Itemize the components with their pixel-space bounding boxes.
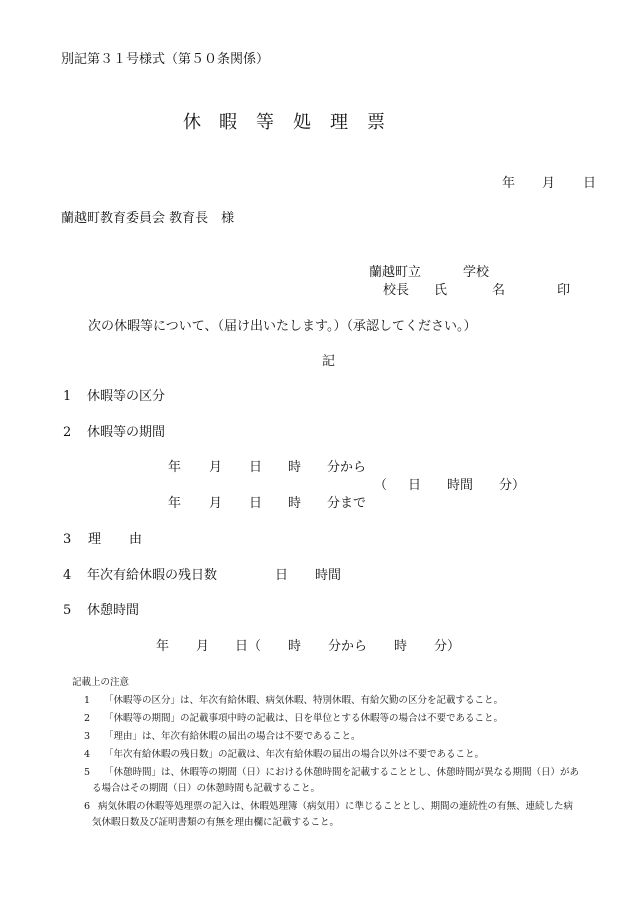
total-day: 日 — [408, 478, 422, 493]
title-char: 等 — [256, 112, 274, 133]
item-label-part: 理 — [88, 532, 102, 547]
from-day: 日 — [249, 460, 263, 475]
rest-day: 日（ — [235, 639, 262, 654]
remaining-hours: 時間 — [315, 568, 342, 583]
to-hour: 時 — [288, 496, 302, 511]
name-label-2: 名 — [492, 283, 506, 298]
from-year: 年 — [168, 460, 182, 475]
note-number: 3 — [84, 731, 91, 742]
title-char: 処 — [293, 112, 311, 133]
item-label-part: 由 — [129, 532, 143, 547]
notes-heading: 記載上の注意 — [72, 677, 130, 688]
rest-from: 分から — [328, 639, 368, 654]
rest-hour-1: 時 — [288, 639, 302, 654]
note-text: 「年次有給休暇の残日数」の記載は、年次有給休暇の届出の場合以外は不要であること。 — [104, 749, 485, 760]
item-number: 4 — [63, 568, 72, 583]
note-number: 6 — [84, 801, 91, 812]
date-day: 日 — [583, 176, 597, 191]
from-month: 月 — [209, 460, 223, 475]
note-number: 1 — [84, 695, 91, 706]
to-day: 日 — [249, 496, 263, 511]
to-month: 月 — [209, 496, 223, 511]
note-text: 「理由」は、年次有給休暇の届出の場合は不要であること。 — [104, 731, 361, 742]
to-year: 年 — [168, 496, 182, 511]
note-text: 「休暇等の期間」の記載事項中時の記載は、日を単位とする休暇等の場合は不要であること。 — [104, 713, 504, 724]
title-char: 理 — [330, 112, 348, 133]
item-label: 休暇等の期間 — [87, 425, 166, 440]
total-hour: 時間 — [447, 478, 474, 493]
to-minute: 分まで — [327, 496, 367, 511]
note-text: 病気休暇の休暇等処理票の記入は、休暇処理簿（病気用）に準じることとし、期間の連続性の有無、連続した病 — [98, 801, 574, 812]
rest-year: 年 — [156, 639, 170, 654]
item-number: 5 — [63, 603, 72, 618]
principal-label: 校長 — [383, 283, 410, 298]
item-number: 1 — [63, 389, 72, 404]
form-reference: 別記第３１号様式（第５０条関係） — [61, 52, 270, 67]
item-number: 2 — [63, 425, 72, 440]
request-text: 次の休暇等について、（届け出いたします。）（承認してください。） — [88, 319, 477, 334]
rest-hour-2: 時 — [394, 639, 408, 654]
note-text: 「休暇等の区分」は、年次有給休暇、病気休暇、特別休暇、有給欠勤の区分を記載すること。 — [104, 695, 504, 706]
rest-minute: 分） — [434, 639, 461, 654]
school-prefix: 蘭越町立 — [369, 265, 422, 280]
seal-label: 印 — [557, 283, 571, 298]
total-open-paren: （ — [374, 478, 388, 493]
note-text: 「休憩時間」は、休暇等の期間（日）における休憩時間を記載することとし、休憩時間が異なる期間（日）があ — [104, 767, 580, 778]
from-minute: 分から — [327, 460, 367, 475]
date-year: 年 — [502, 176, 516, 191]
title-char: 暇 — [219, 112, 237, 133]
item-label: 休暇等の区分 — [87, 389, 166, 404]
item-label: 休憩時間 — [87, 603, 140, 618]
from-hour: 時 — [288, 460, 302, 475]
note-number: 4 — [84, 749, 91, 760]
name-label-1: 氏 — [434, 283, 448, 298]
rest-month: 月 — [196, 639, 210, 654]
total-minute: 分） — [499, 478, 526, 493]
title-char: 票 — [367, 112, 385, 133]
remaining-days: 日 — [275, 568, 289, 583]
addressee: 蘭越町教育委員会 教育長 様 — [61, 211, 235, 226]
item-number: 3 — [63, 532, 72, 547]
school-suffix: 学校 — [463, 265, 490, 280]
ki-marker: 記 — [322, 354, 336, 369]
date-month: 月 — [542, 176, 556, 191]
note-text-continued: 気休暇日数及び証明書類の有無を理由欄に記載すること。 — [92, 817, 340, 828]
item-label: 年次有給休暇の残日数 — [87, 568, 218, 583]
note-number: 2 — [84, 713, 91, 724]
title-char: 休 — [183, 112, 201, 133]
note-number: 5 — [84, 767, 91, 778]
note-text-continued: る場合はその期間（日）の休憩時間も記載すること。 — [92, 783, 321, 794]
